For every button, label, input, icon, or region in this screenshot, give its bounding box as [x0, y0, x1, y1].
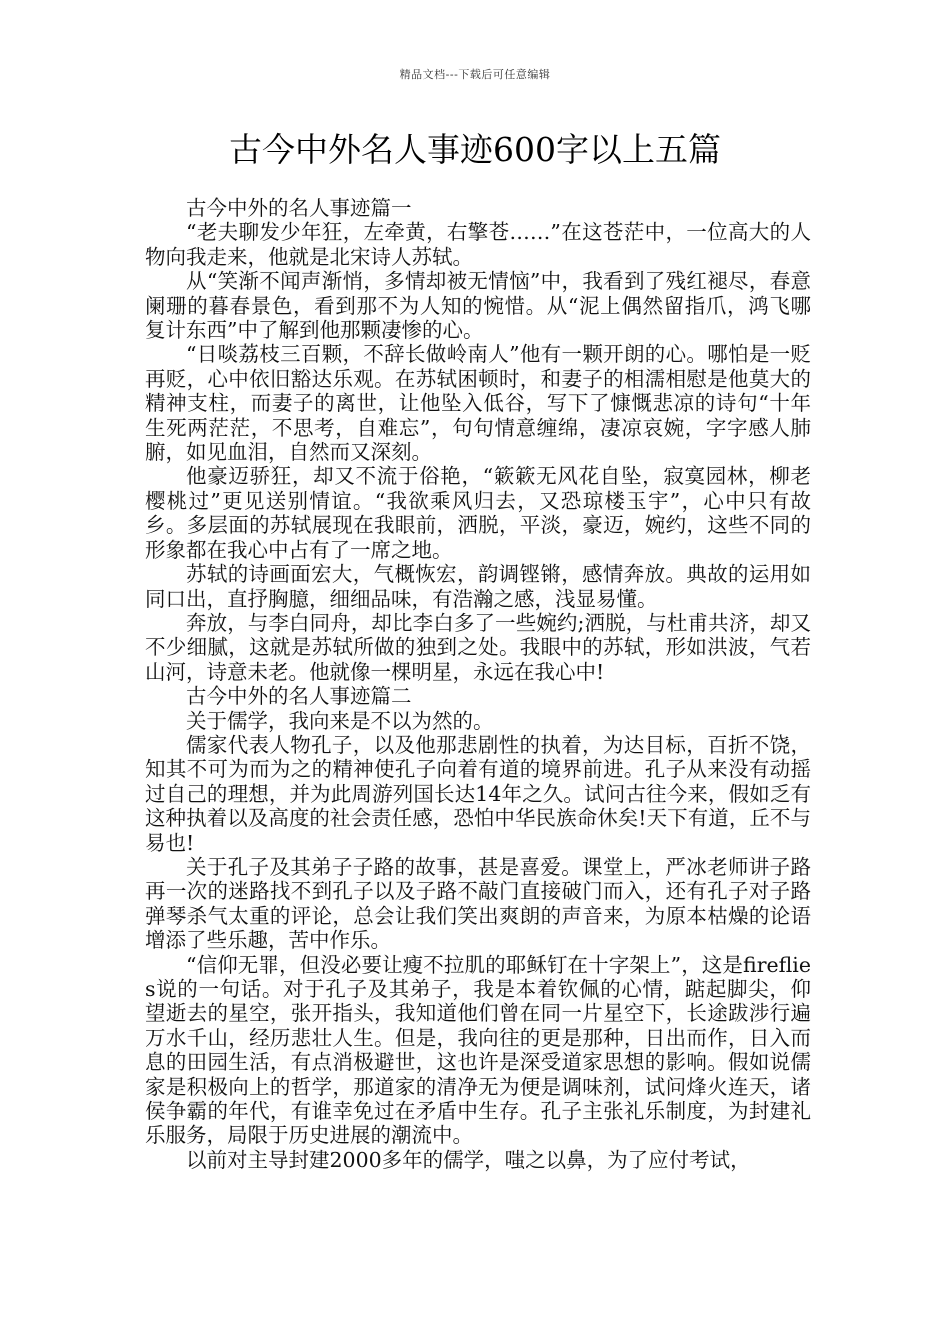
paragraph: 从“笑渐不闻声渐悄，多情却被无情恼”中，我看到了残红褪尽，春意阑珊的暮春景色，看到那不为人知的惋惜。从“泥上偶然留指爪，鸿飞哪复计东西”中了解到他那颗凄惨的心。: [145, 269, 811, 343]
document-body: [145, 196, 811, 1172]
section-heading-1: 古今中外的名人事迹篇一: [186, 196, 412, 220]
paragraph: “信仰无罪，但没必要让瘦不拉肌的耶稣钉在十字架上”，这是fireflies说的一句话。对于孔子及其弟子，我是本着钦佩的心情，踮起脚尖，仰望逝去的星空，张开指头，我知道他们曾在同一片星空下，长途跋涉行遍万水千山，经历悲壮人生。但是，我向往的更是那种，日出而作，日入而息的田园生活，有点消极避世，这也许是深受道家思想的影响。假如说儒家是积极向上的哲学，那道家的清净无为便是调味剂，试问烽火连天，诸侯争霸的年代，有谁幸免过在矛盾中生存。孔子主张礼乐制度，为封建礼乐服务，局限于历史进展的潮流中。: [145, 952, 811, 1148]
paragraph: 奔放，与李白同舟，却比李白多了一些婉约;洒脱，与杜甫共济，却又不少细腻，这就是苏轼所做的独到之处。我眼中的苏轼，形如洪波，气若山河，诗意未老。他就像一棵明星，永远在我心中!: [145, 610, 811, 684]
paragraph: 儒家代表人物孔子，以及他那悲剧性的执着，为达目标，百折不饶，知其不可为而为之的精神使孔子向着有道的境界前进。孔子从来没有动摇过自己的理想，并为此周游列国长达14年之久。试问古往今来，假如乏有这种执着以及高度的社会责任感，恐怕中华民族命休矣!天下有道，丘不与易也!: [145, 732, 811, 855]
page-header: 精品文档---下载后可任意编辑: [399, 68, 551, 81]
paragraph: “日啖荔枝三百颗，不辞长做岭南人”他有一颗开朗的心。哪怕是一贬再贬，心中依旧豁达乐观。在苏轼困顿时，和妻子的相濡相慰是他莫大的精神支柱，而妻子的离世，让他坠入低谷，写下了慷慨悲凉的诗句“十年生死两茫茫，不思考，自难忘”，句句情意缠绵，凄凉哀婉，字字感人肺腑，如见血泪，自然而又深刻。: [145, 342, 811, 465]
paragraph: 苏轼的诗画面宏大，气概恢宏，韵调铿锵，感情奔放。典故的运用如同口出，直抒胸臆，细细品味，有浩瀚之感，浅显易懂。: [145, 562, 811, 611]
paragraph: “老夫聊发少年狂，左牵黄，右擎苍……”在这苍茫中，一位高大的人物向我走来，他就是北宋诗人苏轼。: [145, 220, 811, 269]
paragraph: 以前对主导封建2000多年的儒学，嗤之以鼻，为了应付考试，: [186, 1147, 751, 1172]
document-title: 古今中外名人事迹600字以上五篇: [229, 130, 721, 169]
paragraph: 他豪迈骄狂，却又不流于俗艳，“簌簌无风花自坠，寂寞园林，柳老樱桃过”更见送别情谊。“我欲乘风归去，又恐琼楼玉宇”，心中只有故乡。多层面的苏轼展现在我眼前，洒脱，平淡，豪迈，婉约，这些不同的形象都在我心中占有了一席之地。: [145, 464, 811, 562]
paragraph: 关于孔子及其弟子子路的故事，甚是喜爱。课堂上，严冰老师讲子路再一次的迷路找不到孔子以及子路不敲门直接破门而入，还有孔子对子路弹琴杀气太重的评论，总会让我们笑出爽朗的声音来，为原本枯燥的论语增添了些乐趣，苦中作乐。: [145, 854, 811, 953]
section-heading-2: 古今中外的名人事迹篇二: [186, 684, 412, 709]
paragraph: 关于儒学，我向来是不以为然的。: [186, 708, 494, 733]
